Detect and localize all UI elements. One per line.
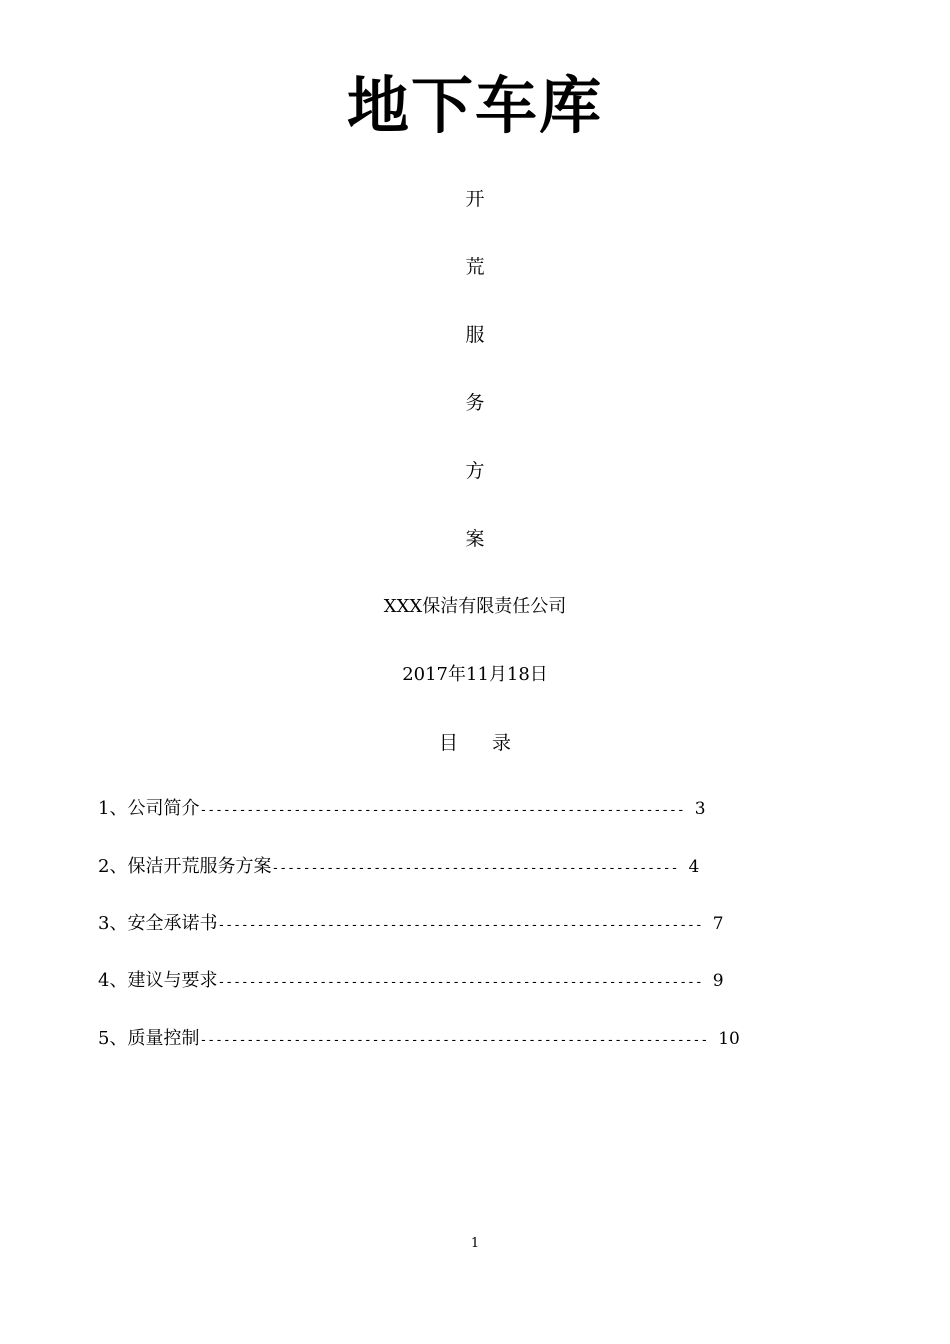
page-number: 1 bbox=[470, 1236, 480, 1251]
toc-leader: -------------------------------------------------------------- bbox=[217, 918, 703, 933]
toc-entry[interactable] bbox=[98, 1027, 740, 1051]
toc-entry[interactable] bbox=[98, 912, 724, 936]
toc-leader: ----------------------------------------------------------------- bbox=[199, 1033, 709, 1048]
toc-page-number: 9 bbox=[712, 971, 724, 991]
toc-entry-label: 1、公司简介 bbox=[98, 798, 200, 819]
toc-page-number: 10 bbox=[718, 1029, 740, 1049]
toc-entry[interactable] bbox=[98, 797, 706, 821]
subtitle-char-1: 开 bbox=[465, 188, 485, 210]
toc-page-number: 4 bbox=[688, 857, 700, 877]
toc-entry-label: 3、安全承诺书 bbox=[98, 913, 218, 934]
toc-page-number: 3 bbox=[694, 799, 706, 819]
subtitle-char-6: 案 bbox=[465, 528, 485, 550]
subtitle-char-5: 方 bbox=[465, 460, 485, 482]
document-title: 地下车库 bbox=[346, 69, 603, 142]
toc-heading-char-1: 目 bbox=[438, 732, 458, 754]
toc-page-number: 7 bbox=[712, 914, 724, 934]
toc-entry-label: 5、质量控制 bbox=[98, 1028, 200, 1049]
toc-entry-label: 4、建议与要求 bbox=[98, 970, 218, 991]
toc-entry[interactable] bbox=[98, 969, 724, 993]
toc-entry-label: 2、保洁开荒服务方案 bbox=[98, 856, 272, 877]
toc-heading bbox=[0, 731, 950, 755]
document-date: 2017年11月18日 bbox=[402, 664, 548, 685]
toc-entry[interactable] bbox=[98, 855, 699, 879]
toc-leader: ---------------------------------------------------- bbox=[271, 861, 679, 876]
toc-heading-char-2: 录 bbox=[492, 732, 512, 754]
subtitle-char-3: 服 bbox=[465, 324, 485, 346]
company-name: XXX保洁有限责任公司 bbox=[383, 596, 567, 617]
subtitle-char-2: 荒 bbox=[465, 256, 485, 278]
toc-leader: -------------------------------------------------------------- bbox=[217, 975, 703, 990]
toc-leader: -------------------------------------------------------------- bbox=[199, 803, 685, 818]
subtitle-char-4: 务 bbox=[465, 392, 485, 414]
